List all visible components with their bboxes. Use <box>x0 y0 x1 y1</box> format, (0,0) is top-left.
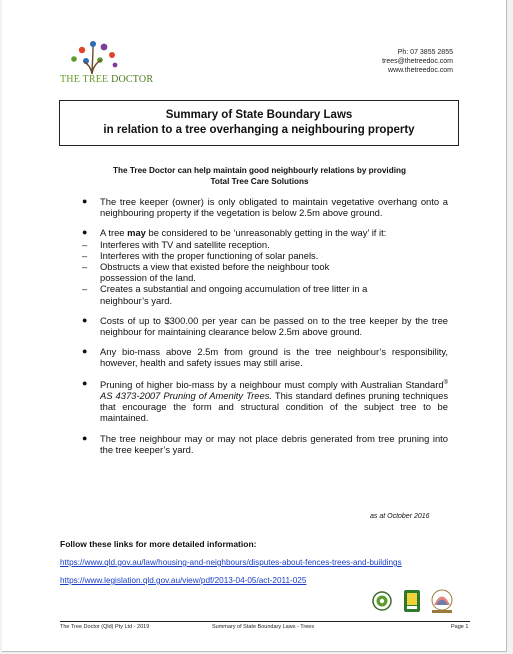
bullet-list <box>82 196 448 464</box>
sub-item-text: Interferes with TV and satellite reception. <box>100 238 270 250</box>
dash-icon: – <box>82 283 88 295</box>
sub-item-text: Obstructs a view that existed before the neighbour took <box>100 261 330 273</box>
sub-item <box>82 239 448 250</box>
contact-phone: Ph: 07 3855 2855 <box>397 49 453 56</box>
intro-line-2: Total Tree Care Solutions <box>210 177 309 186</box>
dash-icon: – <box>82 238 88 250</box>
footer-page-number: Page 1 <box>451 624 469 630</box>
link-qld-gov[interactable]: https://www.qld.gov.au/law/housing-and-neighbours/disputes-about-fences-trees-and-buildings <box>60 558 402 567</box>
bullet-icon: ● <box>82 196 88 206</box>
bullet-icon: ● <box>82 227 88 238</box>
bullet-icon: ● <box>82 377 88 388</box>
list-item <box>82 227 448 305</box>
sub-item-text: Creates a substantial and ongoing accumulation of tree litter in a <box>100 283 368 295</box>
document-page <box>2 0 507 652</box>
bullet-text-pre: Pruning of higher bio-mass by a neighbour must comply with Australian Standard <box>100 378 444 390</box>
bullet-text: The tree keeper (owner) is only obligated to maintain vegetative overhang onto a neighbouring property if the vegetation is below 2.5m above ground. <box>100 196 448 219</box>
bullet-icon: ● <box>82 346 88 357</box>
footer-center: Summary of State Boundary Laws - Trees <box>212 624 315 630</box>
list-item <box>82 315 448 337</box>
bullet-icon: ● <box>82 314 88 325</box>
contact-block <box>382 48 453 75</box>
bullet-text: Any bio-mass above 2.5m from ground is the tree neighbour’s responsibility, however, health and safety issues may still arise. <box>100 346 448 369</box>
bullet-text-post: This standard defines pruning techniques that encourage the form and structural condition of the subject tree to be maintained. <box>100 389 449 424</box>
registered-mark: ® <box>443 379 448 386</box>
arborist-association-badge-icon <box>432 590 452 613</box>
list-item <box>82 196 448 218</box>
contact-website[interactable]: www.thetreedoc.com <box>388 67 453 74</box>
logo-wordmark <box>60 74 153 85</box>
bullet-text-pre: A tree <box>100 227 128 239</box>
sub-item-text-cont: neighbour’s yard. <box>100 294 173 306</box>
list-item <box>82 346 448 368</box>
follow-links-heading: Follow these links for more detailed information: <box>60 539 257 549</box>
sub-item <box>82 283 448 305</box>
dash-icon: – <box>82 249 88 261</box>
footer-left: The Tree Doctor (Qld) Pty Ltd - 2019 <box>60 624 150 630</box>
link-legislation[interactable]: https://www.legislation.qld.gov.au/view/pdf/2013-04-05/act-2011-025 <box>60 576 307 585</box>
intro-text <box>72 165 447 187</box>
bullet-text: Costs of up to $300.00 per year can be passed on to the tree keeper by the tree neighbour for maintaining clearance below 2.5m above ground. <box>100 314 448 338</box>
bullet-text-italic: AS 4373-2007 Pruning of Amenity Trees. <box>100 389 272 401</box>
as-of-date: as at October 2016 <box>370 513 430 520</box>
title-box <box>59 100 459 146</box>
sub-item-text: Interferes with the proper functioning of solar panels. <box>100 249 319 261</box>
list-item <box>82 378 448 424</box>
sub-item <box>82 261 448 283</box>
sub-item-text-cont: possession of the land. <box>100 272 196 284</box>
sub-item <box>82 250 448 261</box>
list-item <box>82 433 448 455</box>
logo-text-left: THE TREE <box>60 74 112 85</box>
seal-badge-icon <box>373 592 391 610</box>
bullet-icon: ● <box>82 432 88 443</box>
title-line-2: in relation to a tree overhanging a neighbouring property <box>103 124 415 136</box>
bullet-text-bold: may <box>127 227 146 239</box>
bullet-text: The tree neighbour may or may not place debris generated from tree pruning into the tree keeper’s yard. <box>100 432 448 455</box>
footer-divider <box>60 621 470 622</box>
intro-line-1: The Tree Doctor can help maintain good neighbourly relations by providing <box>113 166 406 175</box>
badges-row <box>372 586 462 616</box>
contact-email[interactable]: trees@thetreedoc.com <box>382 58 453 65</box>
title-line-1: Summary of State Boundary Laws <box>165 109 353 121</box>
bullet-text-post: be considered to be ‘unreasonably getting in the way’ if it: <box>145 227 387 239</box>
green-badge-icon <box>404 590 420 612</box>
dash-icon: – <box>82 261 88 273</box>
logo-text-right: DOCTOR <box>111 74 154 85</box>
